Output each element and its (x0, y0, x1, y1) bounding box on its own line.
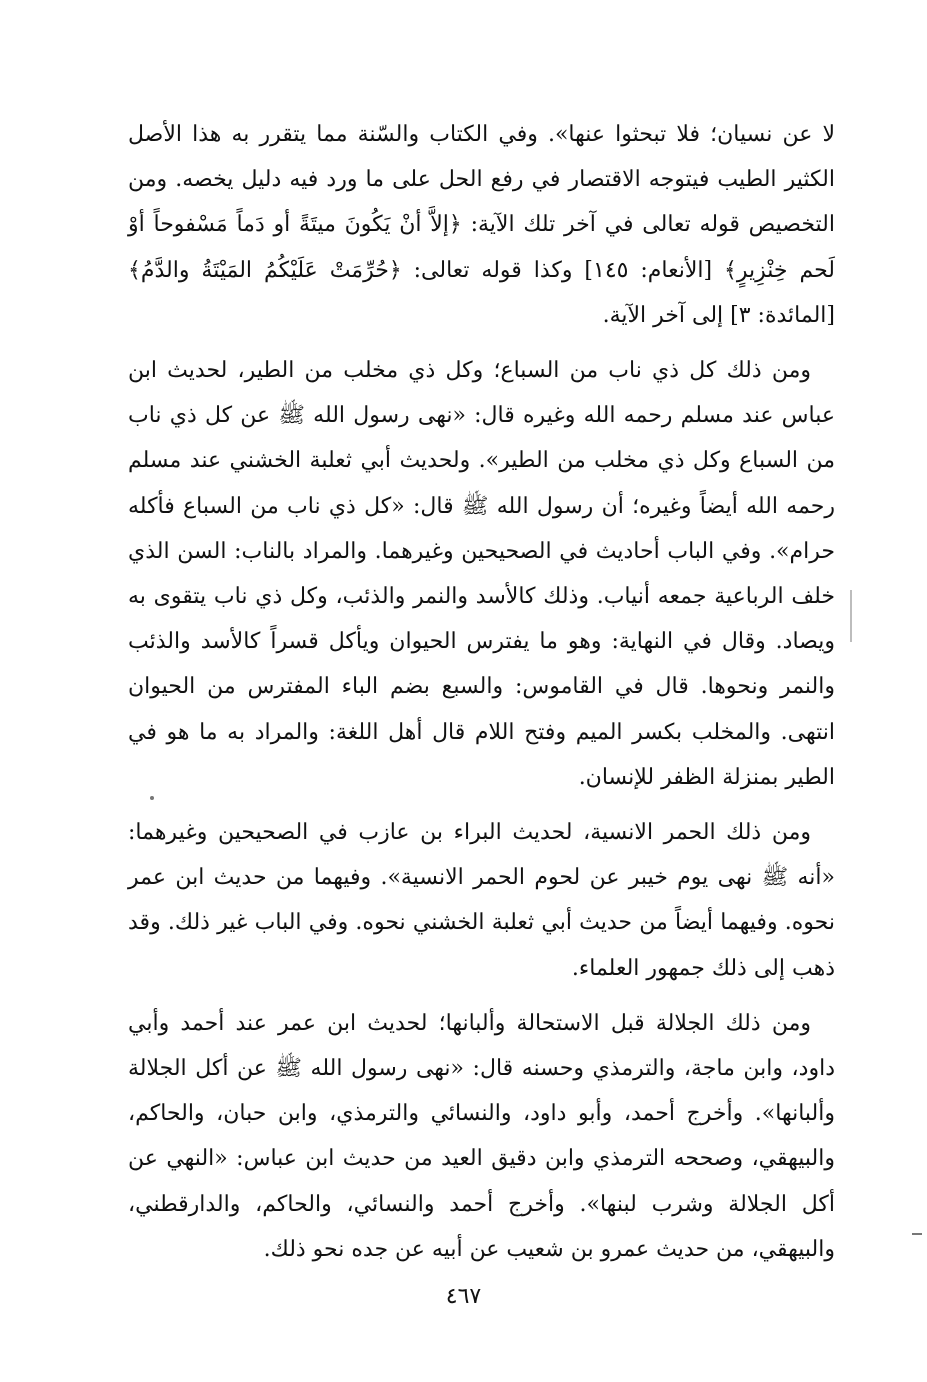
ink-dash (912, 1233, 922, 1235)
paragraph-1: لا عن نسيان؛ فلا تبحثوا عنها». وفي الكتاب والسّنة مما يتقرر به هذا الأصل الكثير الطيب فيتوجه الاقتصار في رفع الحل على ما ورد فيه دليل يخصه. ومن التخصيص قوله تعالى في آخر تلك الآية: ﴿إلاَّ أنْ يَكُونَ ميتَةً أو دَماً مَسْفوحاً أوْ لَحم خِنْزِيرٍ﴾ [الأنعام: ١٤٥] وكذا قوله تعالى: ﴿حُرِّمَتْ عَلَيْكُمُ المَيْتَةُ والدَّمُ﴾ [المائدة: ٣] إلى آخر الآية. (128, 122, 835, 328)
paragraph-2: ومن ذلك كل ذي ناب من السباع؛ وكل ذي مخلب من الطير، لحديث ابن عباس عند مسلم رحمه الله وغيره قال: «نهى رسول الله ﷺ عن كل ذي ناب من السباع وكل ذي مخلب من الطير». ولحديث أبي ثعلبة الخشني عند مسلم رحمه الله أيضاً وغيره؛ أن رسول الله ﷺ قال: «كل ذي ناب من السباع فأكله حرام». وفي الباب أحاديث في الصحيحين وغيرهما. والمراد بالناب: السن الذي خلف الرباعية جمعه أنياب. وذلك كالأسد والنمر والذئب، وكل ذي ناب يتقوى به ويصاد. وقال في النهاية: وهو ما يفترس الحيوان ويأكل قسراً كالأسد والذئب والنمر ونحوها. قال في القاموس: والسبع بضم الباء المفترس من الحيوان انتهى. والمخلب بكسر الميم وفتح اللام قال أهل اللغة: والمراد به ما هو في الطير بمنزلة الظفر للإنسان. (128, 358, 835, 790)
body-text (128, 112, 835, 1272)
page-number: ٤٦٧ (445, 1284, 482, 1309)
paragraph-4: ومن ذلك الجلالة قبل الاستحالة وألبانها؛ لحديث ابن عمر عند أحمد وأبي داود، وابن ماجة، والترمذي وحسنه قال: «نهى رسول الله ﷺ عن أكل الجلالة وألبانها». وأخرج أحمد، وأبو داود، والنسائي والترمذي، وابن حبان، والحاكم، والبيهقي، وصححه الترمذي وابن دقيق العيد من حديث ابن عباس: «النهي عن أكل الجلالة وشرب لبنها». وأخرج أحمد والنسائي، والحاكم، والدارقطني، والبيهقي، من حديث عمرو بن شعيب عن أبيه عن جده نحو ذلك. (128, 1010, 835, 1262)
margin-mark (850, 590, 852, 642)
paragraph-3: ومن ذلك الحمر الانسية، لحديث البراء بن عازب في الصحيحين وغيرهما: «أنه ﷺ نهى يوم خيبر عن لحوم الحمر الانسية». وفيهما من حديث ابن عمر نحوه. وفيهما أيضاً من حديث أبي ثعلبة الخشني نحوه. وفي الباب غير ذلك. وقد ذهب إلى ذلك جمهور العلماء. (128, 820, 835, 981)
